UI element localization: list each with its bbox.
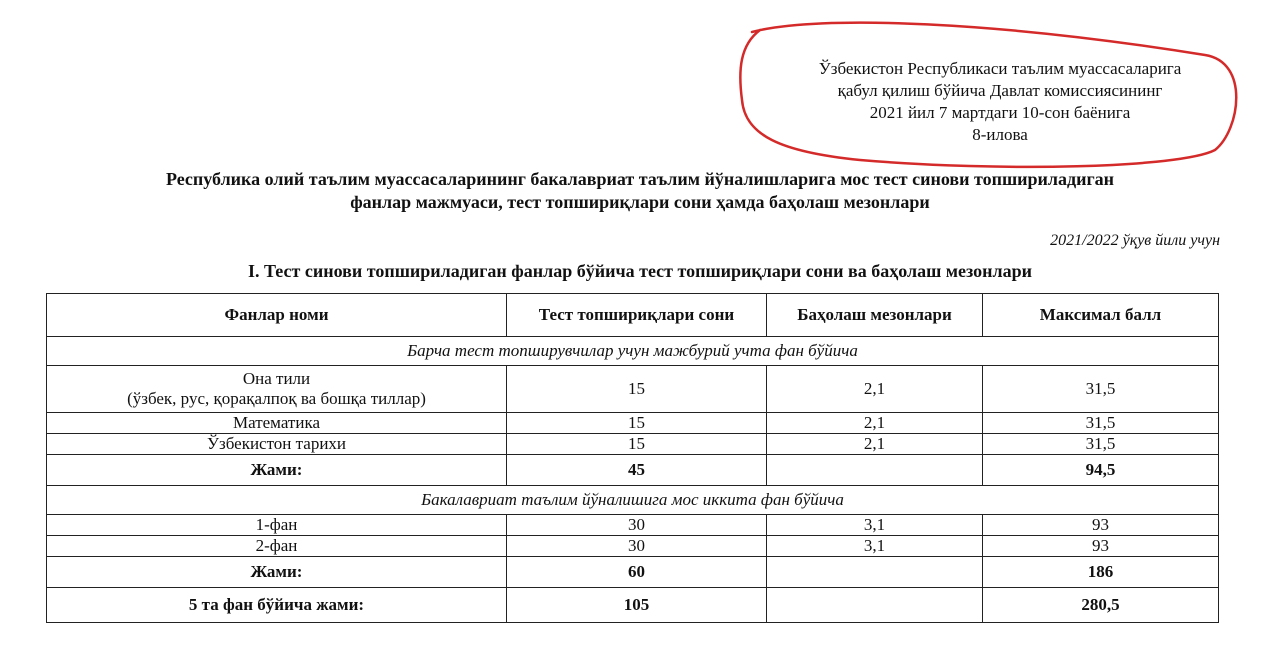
criteria-value: 2,1: [767, 413, 983, 434]
subject-name: [47, 366, 507, 413]
group-row: [47, 486, 1219, 515]
criteria-value: 2,1: [767, 366, 983, 413]
subtotal-count: 60: [507, 557, 767, 588]
annex-note: [775, 58, 1225, 146]
task-count: 15: [507, 413, 767, 434]
header-subject-name: Фанлар номи: [47, 294, 507, 337]
group-row: [47, 337, 1219, 366]
grand-total-count: 105: [507, 588, 767, 623]
subject-name: Математика: [47, 413, 507, 434]
subtotal-label: Жами:: [47, 557, 507, 588]
document-title-line-1: Республика олий таълим муассасаларининг бакалавриат таълим йўналишларига мос тест синови топшириладиган: [165, 169, 1115, 189]
annex-line-2: қабул қилиш бўйича Давлат комиссиясининг: [837, 81, 1163, 100]
section-title: I. Тест синови топшириладиган фанлар бўйича тест топшириқлари сони ва баҳолаш мезонлари: [247, 261, 1032, 281]
criteria-value: 3,1: [767, 515, 983, 536]
subjects-table: [46, 293, 1219, 623]
subtotal-count: 45: [507, 455, 767, 486]
document-title: [40, 168, 1240, 214]
subject-name-line-1: Она тили: [242, 369, 311, 388]
grand-total-row: [47, 588, 1219, 623]
header-max-score: Максимал балл: [983, 294, 1219, 337]
annex-line-1: Ўзбекистон Республикаси таълим муассасаларига: [818, 59, 1182, 78]
task-count: 30: [507, 536, 767, 557]
subject-name-line-2: (ўзбек, рус, қорақалпоқ ва бошқа тиллар): [127, 389, 426, 408]
subtotal-row: [47, 557, 1219, 588]
task-count: 30: [507, 515, 767, 536]
max-score: 31,5: [983, 366, 1219, 413]
subtotal-criteria-empty: [767, 455, 983, 486]
subtotal-criteria-empty: [767, 557, 983, 588]
max-score: 31,5: [983, 434, 1219, 455]
subject-name: Ўзбекистон тарихи: [47, 434, 507, 455]
table-row: [47, 536, 1219, 557]
table-row: [47, 413, 1219, 434]
subject-name: 2-фан: [47, 536, 507, 557]
table-row: [47, 515, 1219, 536]
header-task-count: Тест топшириқлари сони: [507, 294, 767, 337]
table-row: [47, 366, 1219, 413]
header-criteria: Баҳолаш мезонлари: [767, 294, 983, 337]
subtotal-label: Жами:: [47, 455, 507, 486]
max-score: 31,5: [983, 413, 1219, 434]
academic-year-note: 2021/2022 ўқув йили учун: [1050, 232, 1220, 249]
subject-name: 1-фан: [47, 515, 507, 536]
task-count: 15: [507, 434, 767, 455]
group-title-elective: Бакалавриат таълим йўналишига мос иккита фан бўйича: [47, 486, 1219, 515]
subtotal-max: 94,5: [983, 455, 1219, 486]
annex-line-4: 8-илова: [972, 125, 1028, 144]
group-title-mandatory: Барча тест топширувчилар учун мажбурий учта фан бўйича: [47, 337, 1219, 366]
max-score: 93: [983, 515, 1219, 536]
max-score: 93: [983, 536, 1219, 557]
grand-total-label: 5 та фан бўйича жами:: [47, 588, 507, 623]
table-header-row: [47, 294, 1219, 337]
criteria-value: 2,1: [767, 434, 983, 455]
grand-total-max: 280,5: [983, 588, 1219, 623]
task-count: 15: [507, 366, 767, 413]
subtotal-row: [47, 455, 1219, 486]
document-title-line-2: фанлар мажмуаси, тест топшириқлари сони ҳамда баҳолаш мезонлари: [350, 192, 930, 212]
grand-total-criteria-empty: [767, 588, 983, 623]
table-row: [47, 434, 1219, 455]
annex-line-3: 2021 йил 7 мартдаги 10-сон баёнига: [869, 103, 1131, 122]
subtotal-max: 186: [983, 557, 1219, 588]
criteria-value: 3,1: [767, 536, 983, 557]
